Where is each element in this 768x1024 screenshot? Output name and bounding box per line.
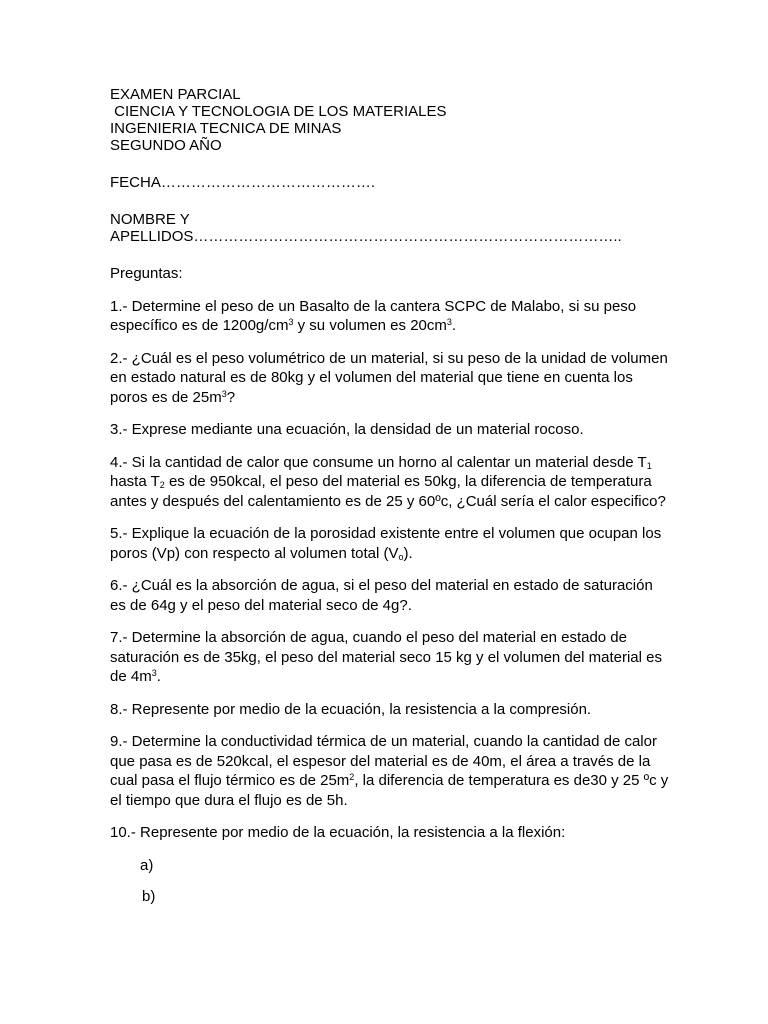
question-3: 3.- Exprese mediante una ecuación, la densidad de un material rocoso. bbox=[110, 421, 584, 438]
question-1: 1.- Determine el peso de un Basalto de la cantera SCPC de Malabo, si su peso específico es de $1200g/cm^3$ y su volumen es $20cm^3$. bbox=[110, 297, 637, 334]
degree-name: INGENIERIA TECNICA DE MINAS bbox=[110, 120, 342, 137]
question-7: 7.- Determine la absorción de agua, cuando el peso del material en estado de saturación es de 35kg, el peso del material seco 15 kg y el volumen del material es de $4m^3$. bbox=[110, 629, 662, 685]
name-field-label: NOMBRE Y bbox=[110, 211, 190, 228]
year-label: SEGUNDO AÑO bbox=[110, 137, 222, 154]
exam-page bbox=[110, 86, 670, 918]
question-10: 10.- Represente por medio de la ecuación, la resistencia a la flexión: bbox=[110, 824, 566, 841]
question-10-item-b: b) bbox=[142, 887, 156, 905]
name-field-line: APELLIDOS………………………………………………………………………….. bbox=[110, 228, 622, 245]
question-6: 6.- ¿Cuál es la absorción de agua, si el peso del material en estado de saturación es de 64g y el peso del material seco de 4g?. bbox=[110, 577, 653, 614]
question-9: 9.- Determine la conductividad térmica de un material, cuando la cantidad de calor que pasa es de 520kcal, el espesor del material es de 40m, el área a través de la cual pasa el flujo térmico es de $25m^2$, la diferencia de temperatura es de30 y 25 ºc y el tiempo que dura el flujo es de 5h. bbox=[110, 733, 669, 809]
course-name: CIENCIA Y TECNOLOGIA DE LOS MATERIALES bbox=[110, 103, 447, 120]
exam-title: EXAMEN PARCIAL bbox=[110, 86, 241, 103]
question-4: 4.- Si la cantidad de calor que consume un horno al calentar un material desde $T_1$ hasta $T_2$ es de 950kcal, el peso del material es 50kg, la diferencia de temperatura antes y después del calentamiento es de 25 y 60ºc, ¿Cuál sería el calor especifico? bbox=[110, 453, 666, 510]
exam-header bbox=[110, 86, 670, 154]
question-10-item-a: a) bbox=[140, 856, 154, 874]
date-field: FECHA……………………………………. bbox=[110, 174, 376, 191]
question-2: 2.- ¿Cuál es el peso volumétrico de un material, si su peso de la unidad de volumen en estado natural es de 80kg y el volumen del material que tiene en cuenta los poros es de $25m^3$? bbox=[110, 349, 668, 406]
question-5: 5.- Explique la ecuación de la porosidad existente entre el volumen que ocupan los poros (Vp) con respecto al volumen total $(V_o)$. bbox=[110, 525, 662, 562]
question-8: 8.- Represente por medio de la ecuación, la resistencia a la compresión. bbox=[110, 700, 592, 718]
questions-heading: Preguntas: bbox=[110, 265, 183, 282]
